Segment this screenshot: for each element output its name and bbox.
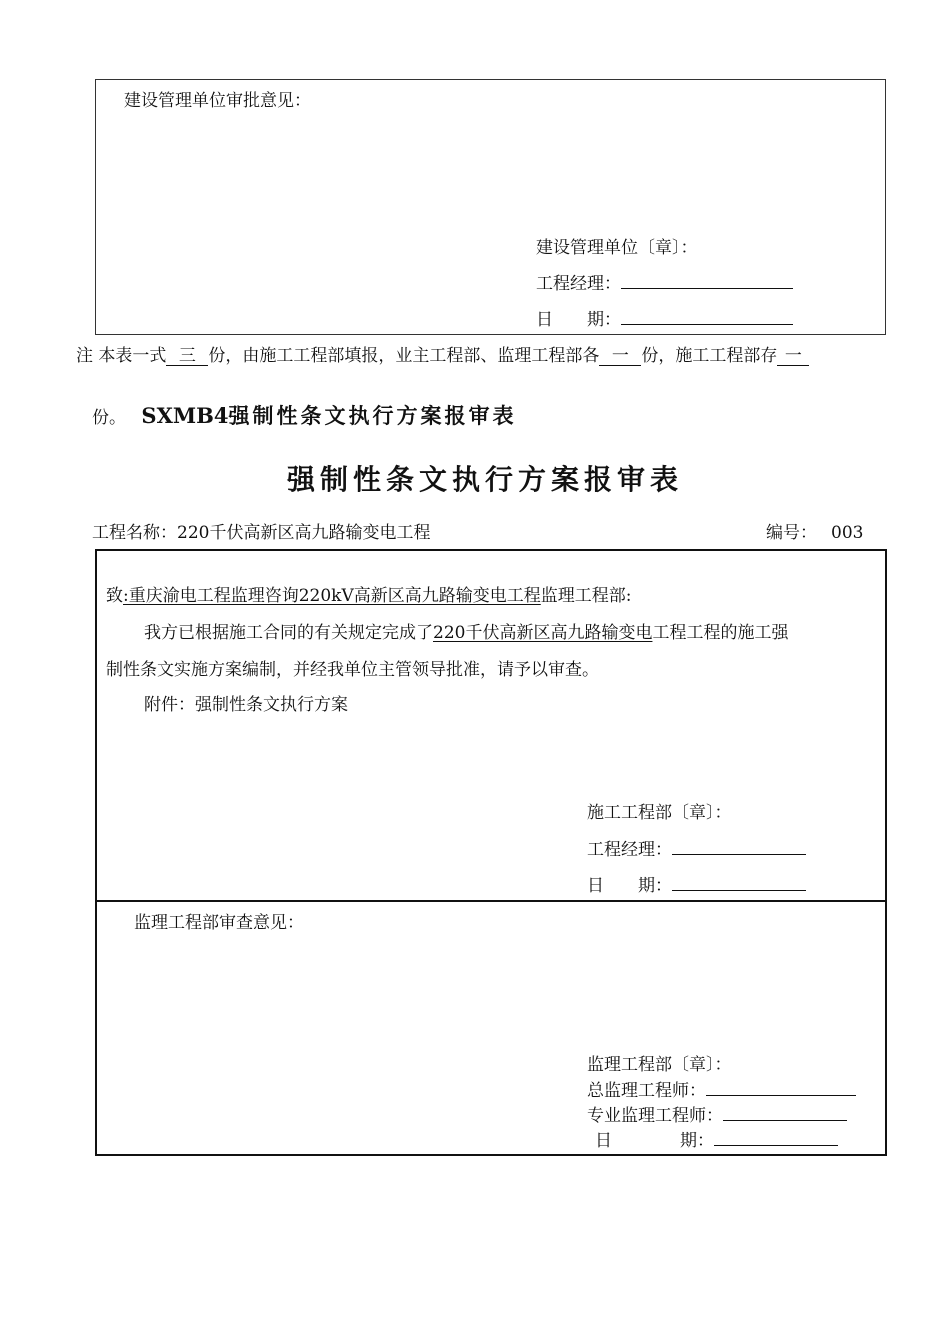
note-middle-2: 份，施工工程部存 bbox=[641, 346, 778, 366]
construction-approval-box bbox=[95, 79, 886, 335]
recipient-prefix: 致 bbox=[106, 586, 123, 606]
construction-date-label: 日 期： bbox=[536, 310, 621, 330]
specialist-engineer-row bbox=[587, 1101, 847, 1126]
specialist-engineer-signature-line[interactable] bbox=[723, 1104, 847, 1121]
specialist-engineer-label: 专业监理工程师： bbox=[587, 1106, 723, 1126]
project-name-label: 工程名称： bbox=[92, 523, 177, 543]
contractor-manager-signature-line[interactable] bbox=[672, 838, 806, 855]
body-line1-project: 220千伏高新区高九路输变电 bbox=[433, 623, 653, 643]
submission-recipient-line bbox=[106, 581, 632, 606]
recipient-name: :重庆渝电工程监理咨询220kV高新区高九路输变电工程 bbox=[123, 586, 541, 606]
page-title: 强制性条文执行方案报审表 bbox=[287, 463, 684, 496]
construction-stamp-label: 建设管理单位〔章〕： bbox=[536, 238, 698, 258]
project-name-row bbox=[92, 518, 430, 543]
construction-date-line[interactable] bbox=[621, 308, 793, 325]
note-end: 份。 bbox=[92, 408, 126, 428]
review-opinion-label: 监理工程部审查意见： bbox=[134, 913, 304, 933]
project-number-row bbox=[766, 518, 863, 543]
project-name-value: 220千伏高新区高九路输变电工程 bbox=[177, 523, 431, 543]
review-date-row bbox=[595, 1126, 838, 1151]
review-date-line[interactable] bbox=[714, 1129, 838, 1146]
note-copies-total: 三 bbox=[166, 347, 208, 366]
construction-manager-signature-line[interactable] bbox=[621, 272, 793, 289]
note-copies-each: 一 bbox=[599, 347, 641, 366]
note-prefix: 注 本表一式 bbox=[76, 346, 167, 366]
submission-body-line1 bbox=[144, 618, 788, 643]
submission-attachment: 附件：强制性条文执行方案 bbox=[144, 695, 348, 715]
form-code: SXMB4 bbox=[141, 403, 229, 428]
recipient-suffix: 监理工程部: bbox=[540, 586, 632, 606]
note-end-line bbox=[92, 400, 516, 430]
construction-manager-row bbox=[536, 269, 793, 294]
project-number-value: 003 bbox=[831, 523, 864, 543]
body-line1-pre: 我方已根据施工合同的有关规定完成了 bbox=[144, 623, 433, 643]
project-number-label: 编号： bbox=[766, 523, 817, 543]
construction-manager-label: 工程经理： bbox=[536, 274, 621, 294]
supervisor-stamp-label: 监理工程部〔章〕： bbox=[587, 1055, 732, 1075]
contractor-date-line[interactable] bbox=[672, 874, 806, 891]
chief-engineer-label: 总监理工程师： bbox=[587, 1081, 706, 1101]
chief-engineer-signature-line[interactable] bbox=[706, 1079, 856, 1096]
note-copies-keep: 一 bbox=[777, 347, 809, 366]
form-code-title: 强制性条文执行方案报审表 bbox=[228, 403, 517, 428]
contractor-date-row bbox=[587, 871, 806, 896]
note-middle-1: 份，由施工工程部填报，业主工程部、监理工程部各 bbox=[208, 346, 600, 366]
copies-note bbox=[76, 341, 809, 366]
construction-opinion-label: 建设管理单位审批意见： bbox=[124, 91, 311, 111]
contractor-manager-row bbox=[587, 835, 806, 860]
form-heading bbox=[141, 403, 516, 428]
body-line1-post: 工程工程的施工强 bbox=[652, 623, 789, 643]
contractor-stamp-label: 施工工程部〔章〕： bbox=[587, 803, 732, 823]
chief-engineer-row bbox=[587, 1076, 856, 1101]
submission-body-line2: 制性条文实施方案编制，并经我单位主管领导批准，请予以审查。 bbox=[106, 660, 599, 680]
contractor-date-label: 日 期： bbox=[587, 876, 672, 896]
review-date-label: 日 期： bbox=[595, 1131, 714, 1151]
contractor-manager-label: 工程经理： bbox=[587, 840, 672, 860]
construction-date-row bbox=[536, 305, 793, 330]
